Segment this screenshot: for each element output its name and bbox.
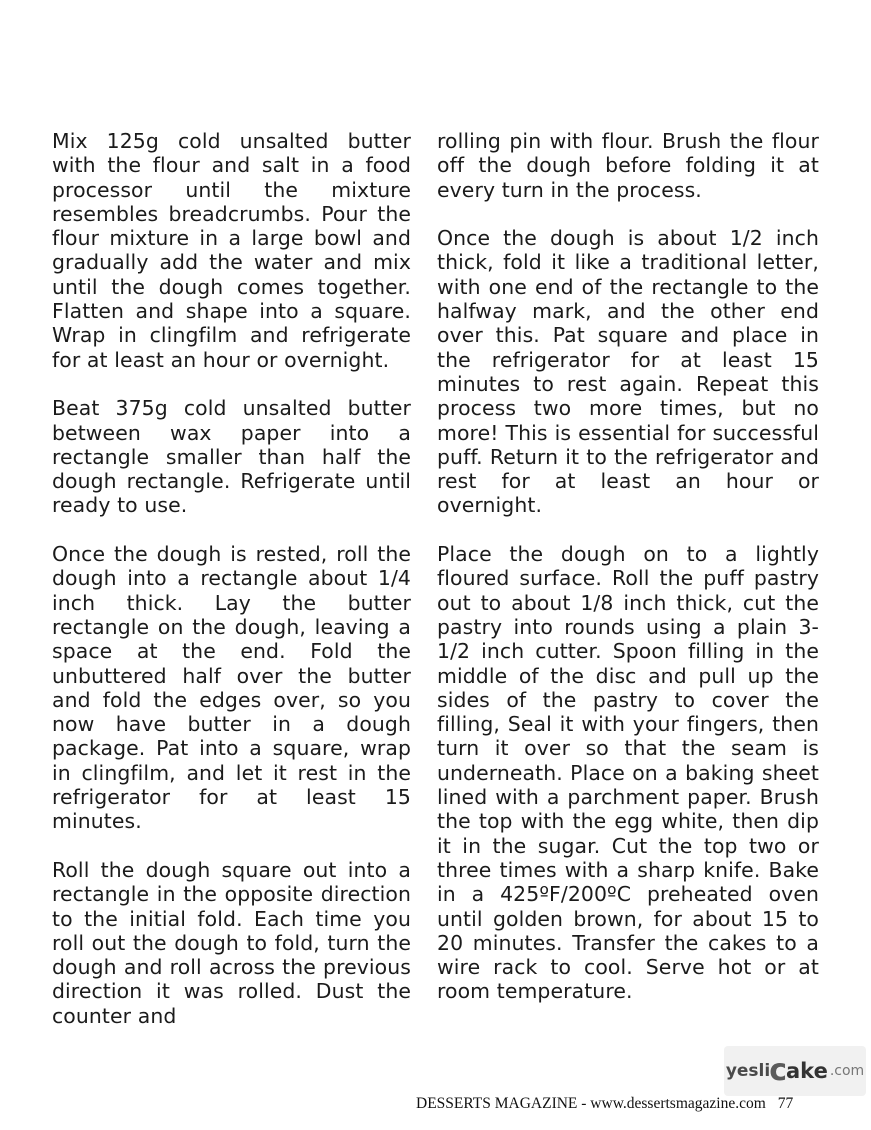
paragraph-roll-square: Roll the dough square out into a rectangle in the opposite direction to the initial fold. Each time you roll out the dough to fold, turn the dough and roll across the previous direction it was rolled. Dust the counter and [52,857,411,1028]
right-column [437,129,819,1004]
page-footer [416,1095,793,1113]
paragraph-fold-letter: Once the dough is about 1/2 inch thick, fold it like a traditional letter, with one end of the rectangle to the halfway mark, and the other end over this. Pat square and place in the refrigerator for at least 15 minutes to rest again. Repeat this process two more times, but no more! This is essential for successful puff. Return it to the refrigerator and rest for at least an hour or overnight. [437,226,819,518]
footer-text: DESSERTS MAGAZINE - www.dessertsmagazine.com [416,1095,766,1112]
paragraph-beat-butter: Beat 375g cold unsalted butter between wax paper into a rectangle smaller than half the dough rectangle. Refrigerate until ready to use. [52,396,411,518]
paragraph-mix-butter: Mix 125g cold unsalted butter with the flour and salt in a food processor until the mixture resembles breadcrumbs. Pour the flour mixture in a large bowl and gradually add the water and mix until the dough comes together. Flatten and shape into a square. Wrap in clingfilm and refrigerate for at least an hour or overnight. [52,129,411,372]
page-number: 77 [777,1095,794,1112]
paragraph-roll-dough: Once the dough is rested, roll the dough into a rectangle about 1/4 inch thick. Lay the butter rectangle on the dough, leaving a space at the end. Fold the unbuttered half over the butter and fold the edges over, so you now have butter in a dough package. Pat into a square, wrap in clingfilm, and let it rest in the refrigerator for at least 15 minutes. [52,542,411,834]
yeslicake-logo: yesli c ake .com [724,1046,866,1096]
paragraph-bake: Place the dough on to a lightly floured surface. Roll the puff pastry out to about 1/8 inch thick, cut the pastry into rounds using a plain 3-1/2 inch cutter. Spoon filling in the middle of the disc and pull up the sides of the pastry to cover the filling, Seal it with your fingers, then turn it over so that the seam is underneath. Place on a baking sheet lined with a parchment paper. Brush the top with the egg white, then dip it in the sugar. Cut the top two or three times with a sharp knife. Bake in a 425ºF/200ºC preheated oven until golden brown, for about 15 to 20 minutes. Transfer the cakes to a wire rack to cool. Serve hot or at room temperature. [437,542,819,1004]
left-column [52,129,411,1028]
paragraph-rolling-pin: rolling pin with flour. Brush the flour off the dough before folding it at every turn in the process. [437,129,819,202]
